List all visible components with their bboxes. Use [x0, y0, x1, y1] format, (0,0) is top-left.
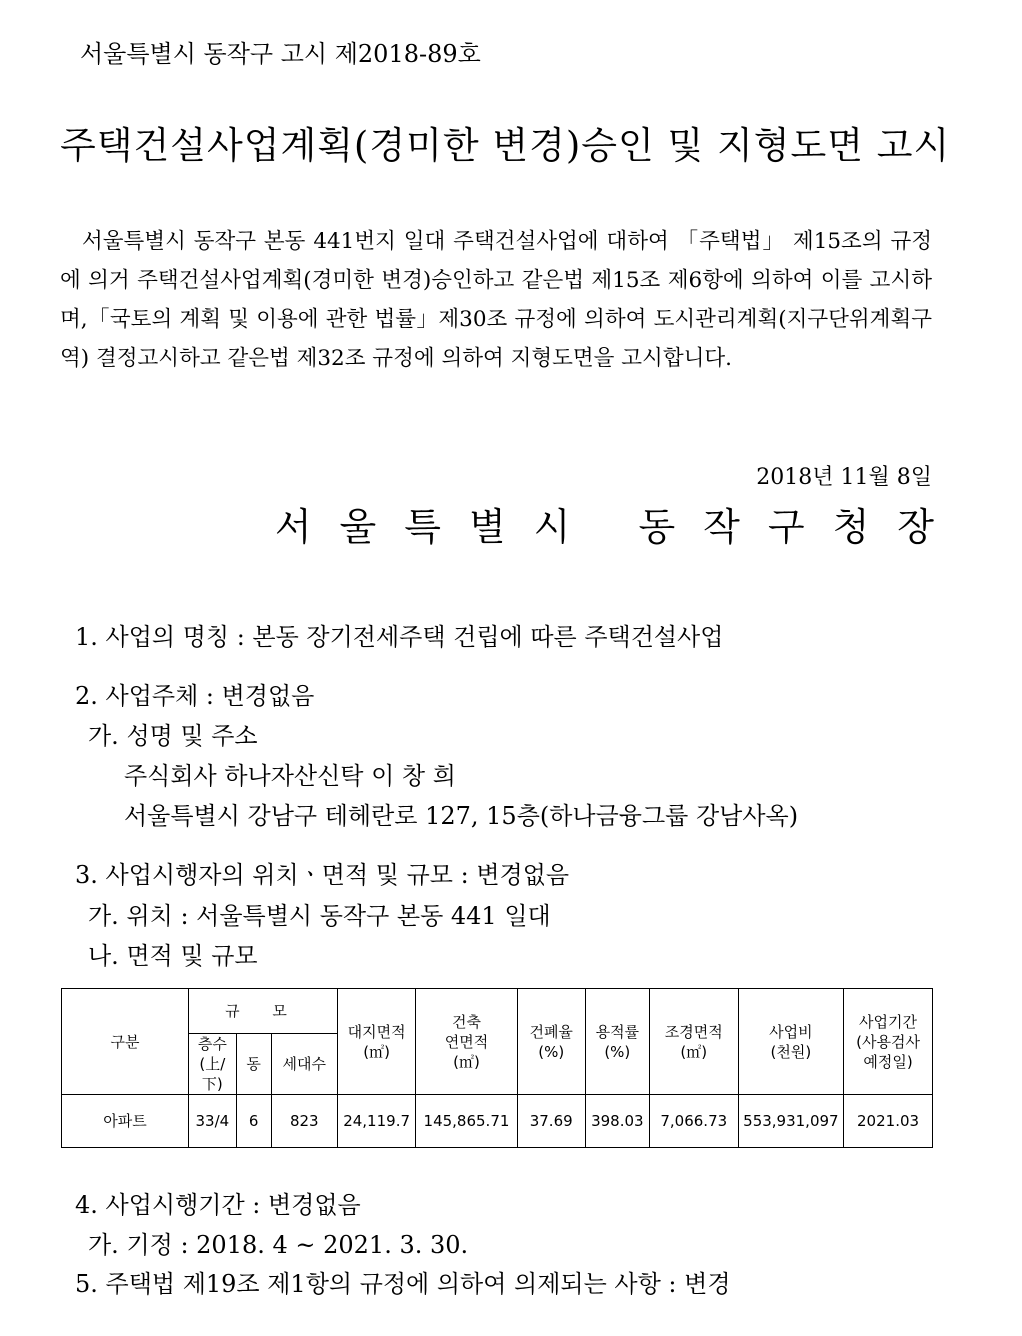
header-coverage: 건폐율 (%) [517, 989, 585, 1095]
header-floor-area: 건축 연면적 (㎡) [416, 989, 517, 1095]
cell-landscape: 7,066.73 [649, 1095, 738, 1148]
cell-site-area: 24,119.7 [337, 1095, 416, 1148]
header-scale: 규 모 [189, 989, 338, 1034]
item-3a-location: 가. 위치 : 서울특별시 동작구 본동 441 일대 [88, 902, 551, 930]
cell-coverage: 37.69 [517, 1095, 585, 1148]
item-3-location-area-scale: 3. 사업시행자의 위치ㆍ면적 및 규모 : 변경없음 [75, 861, 570, 889]
header-far: 용적률 (%) [585, 989, 649, 1095]
header-period: 사업기간 (사용검사 예정일) [844, 989, 933, 1095]
notice-number: 서울특별시 동작구 고시 제2018-89호 [80, 40, 481, 68]
item-4a-existing: 가. 기정 : 2018. 4 ~ 2021. 3. 30. [88, 1231, 469, 1259]
notice-date: 2018년 11월 8일 [756, 465, 932, 490]
cell-period: 2021.03 [844, 1095, 933, 1148]
cell-floor-area: 145,865.71 [416, 1095, 517, 1148]
scale-table [61, 988, 933, 1148]
header-site-area: 대지면적 (㎡) [337, 989, 416, 1095]
item-2a-name-address: 가. 성명 및 주소 [88, 722, 258, 750]
item-2-business-entity: 2. 사업주체 : 변경없음 [75, 682, 315, 710]
header-category: 구분 [62, 989, 189, 1095]
header-landscape: 조경면적 (㎡) [649, 989, 738, 1095]
body-paragraph [60, 222, 932, 378]
item-1-project-name: 1. 사업의 명칭 : 본동 장기전세주택 건립에 따른 주택건설사업 [75, 623, 724, 651]
issuer-name: 서울특별시 동작구청장 [274, 505, 962, 549]
cell-households: 823 [271, 1095, 337, 1148]
item-2a-company: 주식회사 하나자산신탁 이 창 희 [124, 762, 456, 790]
header-cost: 사업비 (천원) [738, 989, 843, 1095]
item-5-deemed: 5. 주택법 제19조 제1항의 규정에 의하여 의제되는 사항 : 변경 [75, 1270, 731, 1298]
cell-floors: 33/4 [189, 1095, 237, 1148]
table-row [62, 1095, 933, 1148]
cell-far: 398.03 [585, 1095, 649, 1148]
item-3b-area-scale: 나. 면적 및 규모 [88, 942, 258, 970]
cell-category: 아파트 [62, 1095, 189, 1148]
header-buildings: 동 [236, 1034, 271, 1095]
cell-buildings: 6 [236, 1095, 271, 1148]
header-households: 세대수 [271, 1034, 337, 1095]
cell-cost: 553,931,097 [738, 1095, 843, 1148]
page-title: 주택건설사업계획(경미한 변경)승인 및 지형도면 고시 [60, 124, 951, 167]
body-paragraph-text: 서울특별시 동작구 본동 441번지 일대 주택건설사업에 대하여 「주택법」 제15조의 규정에 의거 주택건설사업계획(경미한 변경)승인하고 같은법 제15조 제6항에 의하여 이를 고시하며,「국토의 계획 및 이용에 관한 법률」제30조 규정에 의하여 도시관리계획(지구단위계획구역) 결정고시하고 같은법 제32조 규정에 의하여 지형도면을 고시합니다. [60, 229, 932, 371]
item-4-period: 4. 사업시행기간 : 변경없음 [75, 1191, 361, 1219]
item-2a-address: 서울특별시 강남구 테헤란로 127, 15층(하나금융그룹 강남사옥) [124, 802, 799, 830]
header-floors: 층수 (上/下) [189, 1034, 237, 1095]
